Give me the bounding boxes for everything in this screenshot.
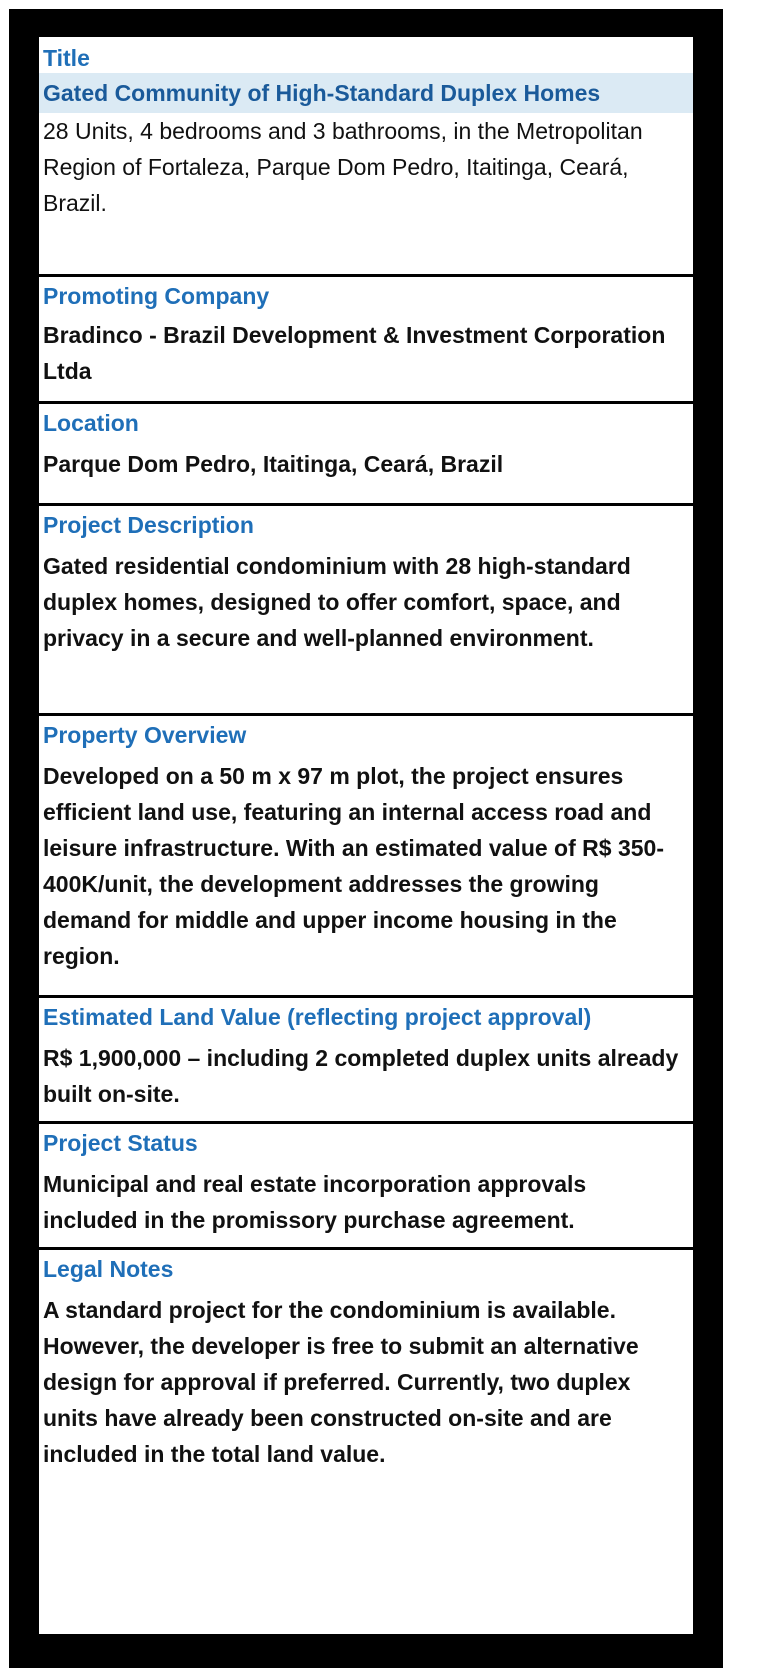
project-status-value: Municipal and real estate incorporation approvals included in the promissory purchase agreement. <box>43 1171 587 1233</box>
title-section <box>39 37 693 275</box>
project-title: Gated Community of High-Standard Duplex Homes <box>39 73 693 113</box>
estimated-land-value-value: R$ 1,900,000 – including 2 completed duplex units already built on-site. <box>43 1045 679 1107</box>
estimated-land-value-label: Estimated Land Value (reflecting project approval) <box>43 1004 592 1030</box>
location-value: Parque Dom Pedro, Itaitinga, Ceará, Brazil <box>43 451 504 477</box>
project-status-label: Project Status <box>43 1130 198 1156</box>
location-label: Location <box>43 410 139 436</box>
legal-notes-label: Legal Notes <box>43 1256 174 1282</box>
project-description-section <box>39 503 693 714</box>
info-sheet <box>39 37 693 1634</box>
property-overview-value: Developed on a 50 m x 97 m plot, the project ensures efficient land use, featuring an internal access road and leisure infrastructure. With an estimated value of R$ 350-400K/unit, the development addresses the growing demand for middle and upper income housing in the region. <box>43 763 664 969</box>
project-status-section <box>39 1121 693 1248</box>
project-description-label: Project Description <box>43 512 254 538</box>
promoting-company-value: Bradinco - Brazil Development & Investment Corporation Ltda <box>43 322 666 384</box>
title-label: Title <box>43 45 90 71</box>
project-description-value: Gated residential condominium with 28 high-standard duplex homes, designed to offer comfort, space, and privacy in a secure and well-planned environment. <box>43 553 631 651</box>
property-overview-label: Property Overview <box>43 722 247 748</box>
project-subtitle: 28 Units, 4 bedrooms and 3 bathrooms, in the Metropolitan Region of Fortaleza, Parque Dom Pedro, Itaitinga, Ceará, Brazil. <box>43 118 643 216</box>
promoting-company-label: Promoting Company <box>43 283 270 309</box>
legal-notes-section <box>39 1247 693 1634</box>
document-frame <box>9 9 723 1668</box>
property-overview-section <box>39 713 693 996</box>
location-section <box>39 401 693 504</box>
estimated-land-value-section <box>39 995 693 1122</box>
legal-notes-value: A standard project for the condominium is available. However, the developer is free to submit an alternative design for approval if preferred. Currently, two duplex units have already been constructed on-site and are included in the total land value. <box>43 1297 639 1467</box>
promoting-company-section <box>39 274 693 402</box>
